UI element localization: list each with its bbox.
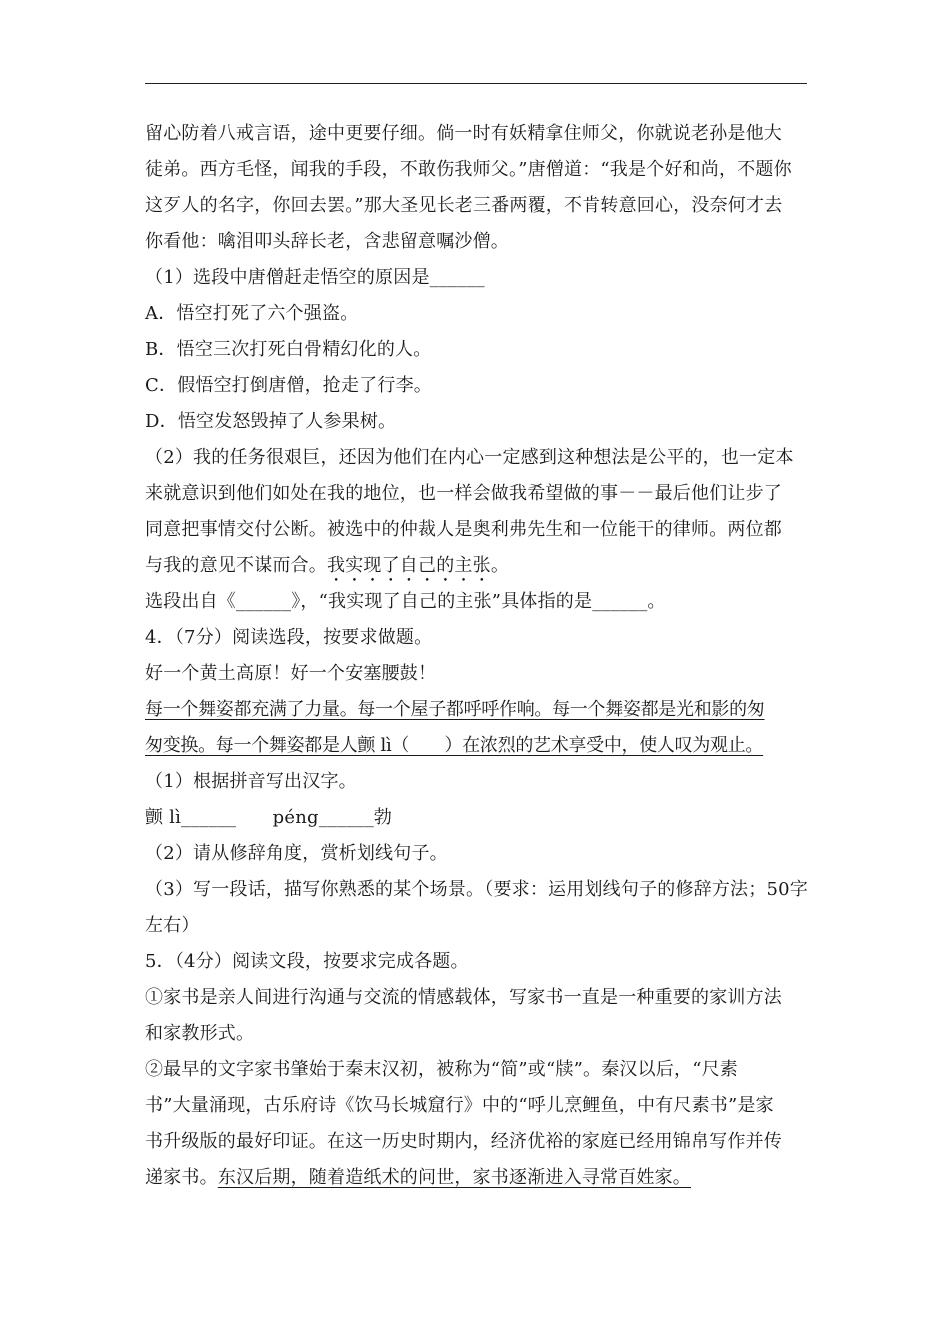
question-stem: 左右） <box>145 915 200 936</box>
document-body <box>145 116 810 1196</box>
emphasized-text: 我实现了自己的主张 <box>327 555 491 576</box>
option-a: A．悟空打死了六个强盗。 <box>145 303 359 324</box>
passage-line: ②最早的文字家书肇始于秦末汉初，被称为“简”或“牍”。秦汉以后，“尺素 <box>145 1059 739 1080</box>
passage-line: 书”大量涌现，古乐府诗《饮马长城窟行》中的“呼儿烹鲤鱼，中有尺素书”是家 <box>145 1095 774 1116</box>
question-stem: 选段出自《______》，“我实现了自己的主张”具体指的是______。 <box>145 591 666 612</box>
passage-line: 这歹人的名字，你回去罢。”那大圣见长老三番两覆，不肯转意回心，没奈何才去 <box>145 195 783 216</box>
passage-line: 你看他：噙泪叩头辞长老，含悲留意嘱沙僧。 <box>145 231 509 252</box>
underlined-sentence: 匆变换。每一个舞姿都是人颤 lì（ ）在浓烈的艺术享受中，使人叹为观止。 <box>145 735 764 756</box>
option-b: B．悟空三次打死白骨精幻化的人。 <box>145 339 432 360</box>
question-header: 4．（7分）阅读选段，按要求做题。 <box>145 627 433 648</box>
passage-line: 同意把事情交付公断。被选中的仲裁人是奥利弗先生和一位能干的律师。两位都 <box>145 519 782 540</box>
passage-line: 徒弟。西方毛怪，闻我的手段，不敢伤我师父。”唐僧道：“我是个好和尚，不题你 <box>145 159 792 180</box>
passage-line: ①家书是亲人间进行沟通与交流的情感载体，写家书一直是一种重要的家训方法 <box>145 987 782 1008</box>
pinyin-blanks: 颤 lì______ péng______勃 <box>145 807 393 828</box>
question-stem: （2）请从修辞角度，赏析划线句子。 <box>145 843 448 864</box>
plain-text: 递家书。 <box>145 1167 218 1188</box>
passage-line <box>145 1160 810 1196</box>
option-c: C．假悟空打倒唐僧，抢走了行李。 <box>145 375 432 396</box>
question-stem: （3）写一段话，描写你熟悉的某个场景。（要求：运用划线句子的修辞方法；50字 <box>145 879 808 900</box>
plain-text: 与我的意见不谋而合。 <box>145 555 327 576</box>
question-stem: （1）根据拼音写出汉字。 <box>145 771 357 792</box>
passage-line <box>145 548 810 584</box>
option-d: D．悟空发怒毁掉了人参果树。 <box>145 411 397 432</box>
question-stem: （1）选段中唐僧赶走悟空的原因是______ <box>145 267 485 288</box>
passage-line: 好一个黄土高原！好一个安塞腰鼓！ <box>145 663 437 684</box>
underlined-sentence: 每一个舞姿都充满了力量。每一个屋子都呼呼作响。每一个舞姿都是光和影的匆 <box>145 699 765 720</box>
passage-line: 来就意识到他们如处在我的地位，也一样会做我希望做的事－－最后他们让步了 <box>145 483 782 504</box>
passage-line: 留心防着八戒言语，途中更要仔细。倘一时有妖精拿住师父，你就说老孙是他大 <box>145 123 782 144</box>
underlined-sentence: 东汉后期，随着造纸术的问世，家书逐渐进入寻常百姓家。 <box>217 1167 692 1188</box>
passage-line: 和家教形式。 <box>145 1023 255 1044</box>
question-header: 5．（4分）阅读文段，按要求完成各题。 <box>145 951 469 972</box>
passage-line: （2）我的任务很艰巨，还因为他们在内心一定感到这种想法是公平的，也一定本 <box>145 447 794 468</box>
plain-text: 。 <box>490 555 510 576</box>
header-rule <box>145 83 807 84</box>
passage-line: 书升级版的最好印证。在这一历史时期内，经济优裕的家庭已经用锦帛写作并传 <box>145 1131 782 1152</box>
